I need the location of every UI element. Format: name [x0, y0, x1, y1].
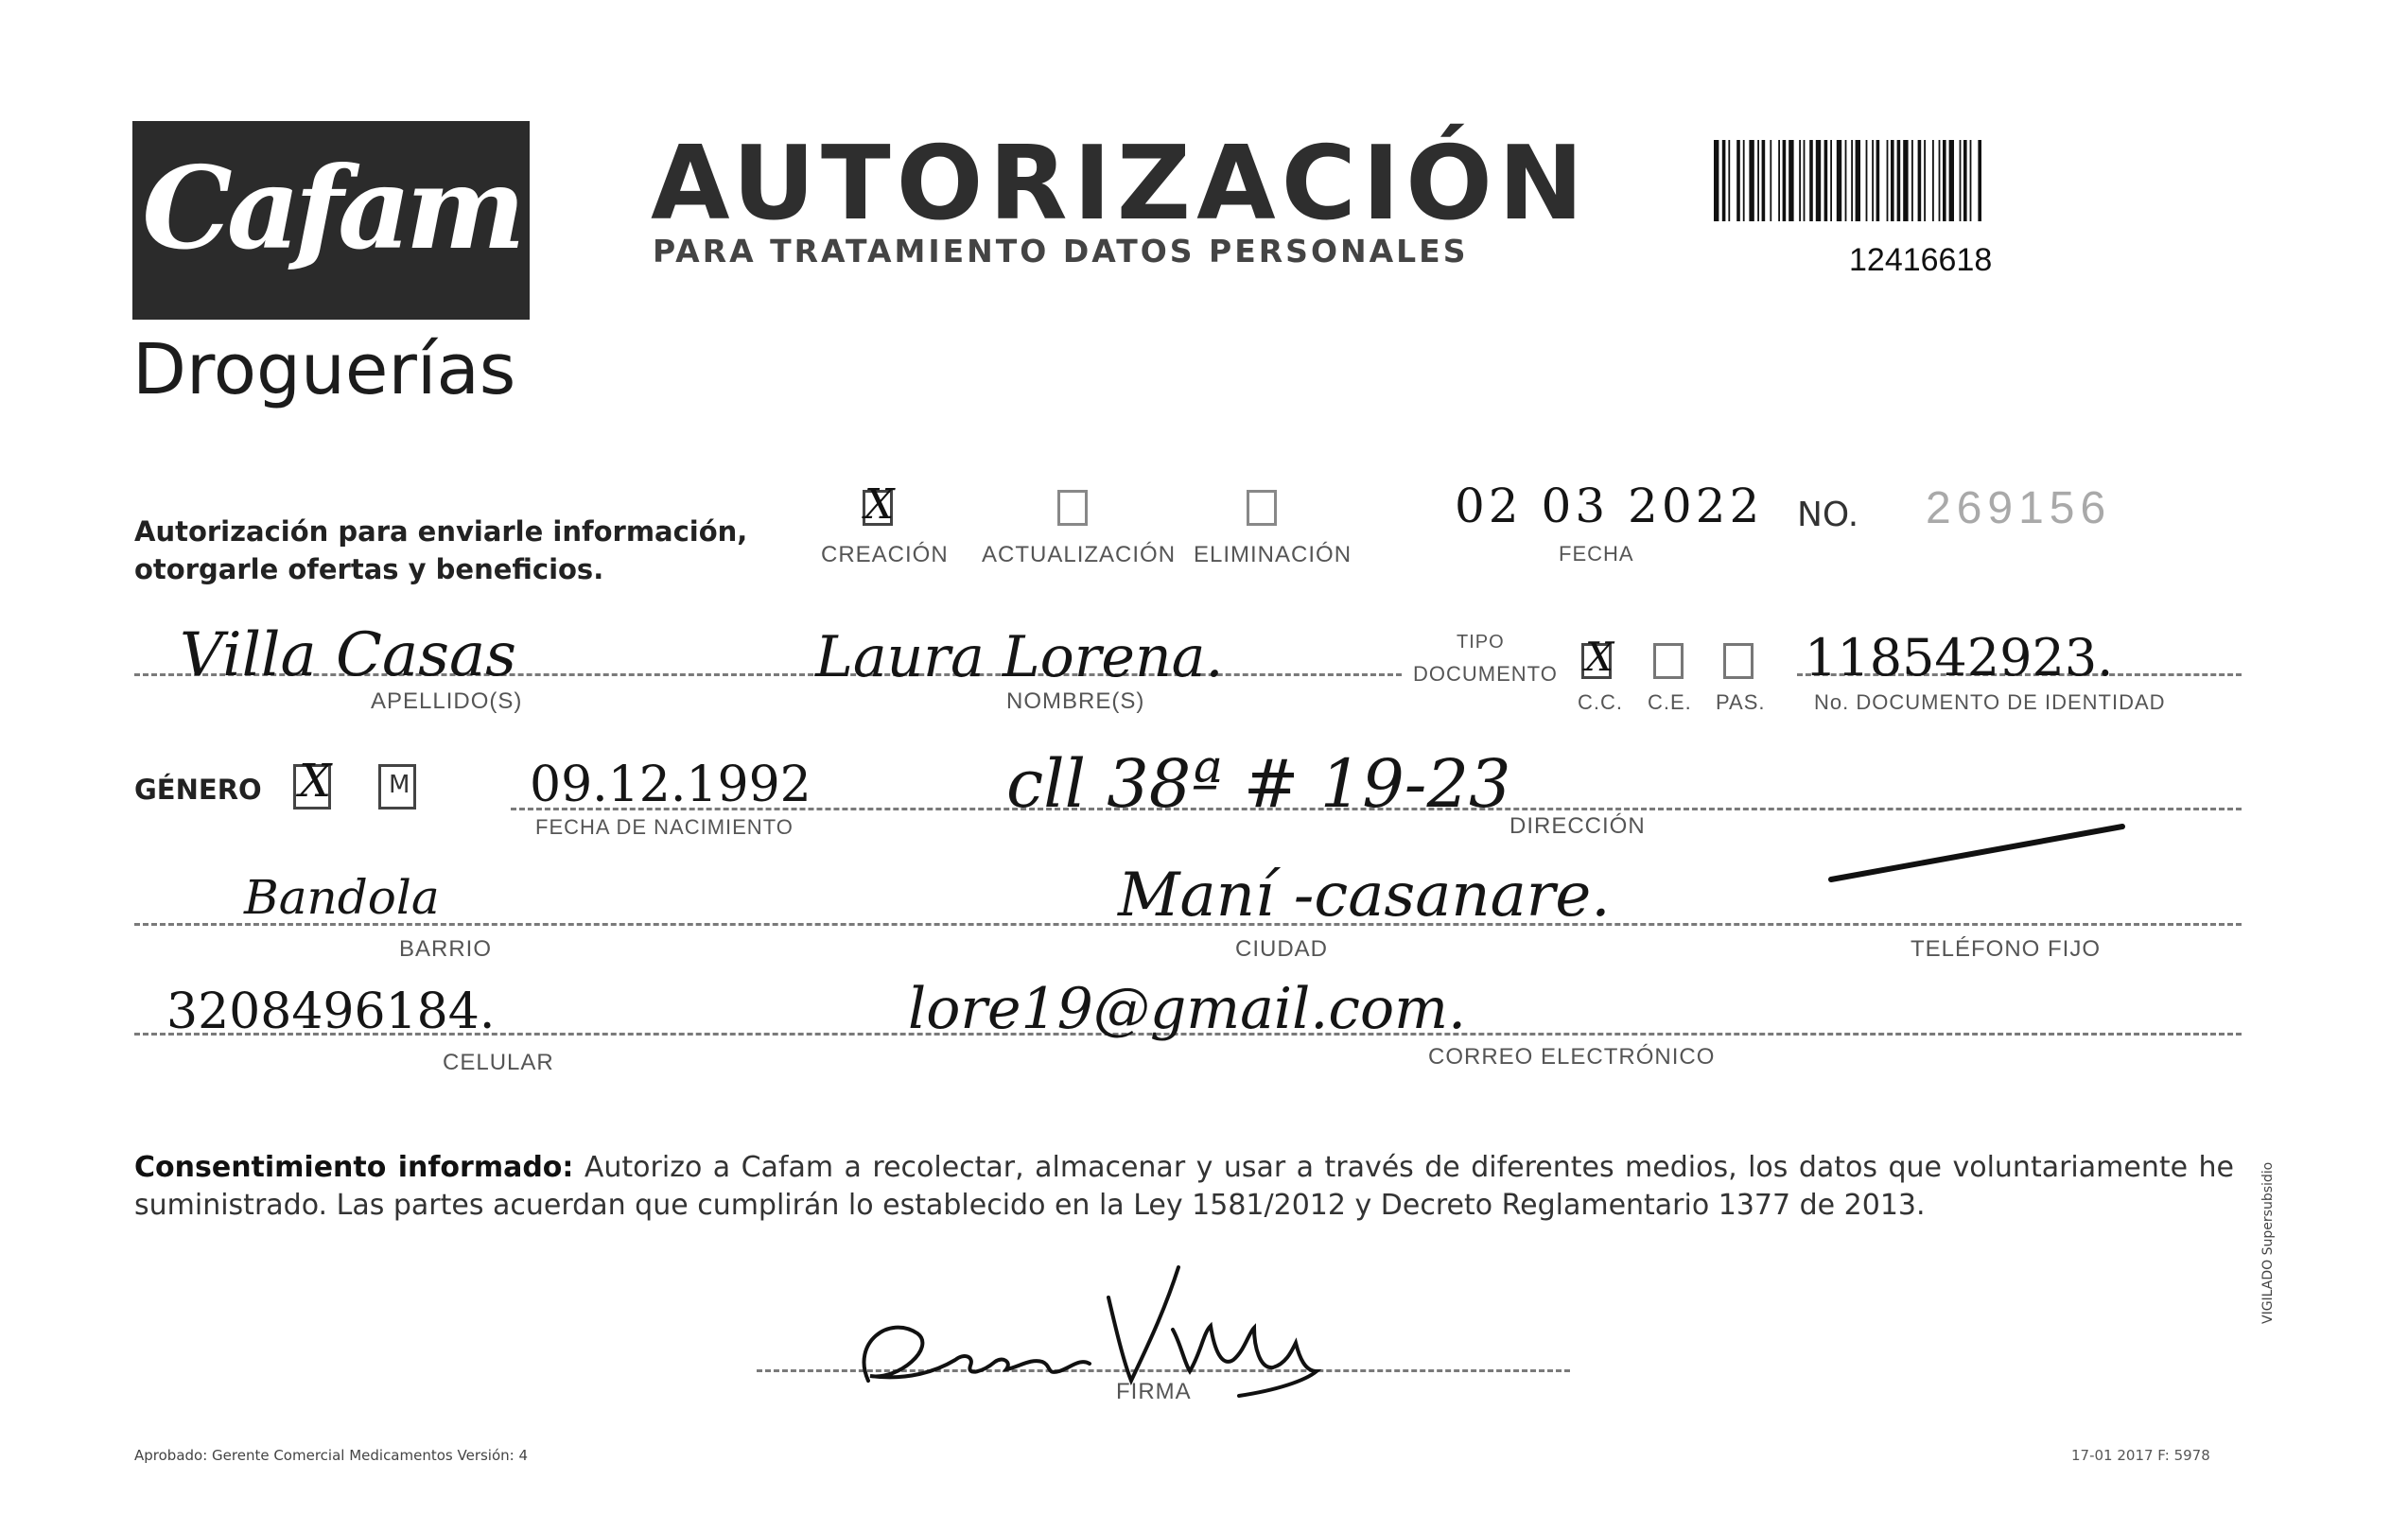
correo-label: CORREO ELECTRÓNICO	[1428, 1044, 1716, 1070]
pas-checkbox[interactable]	[1723, 643, 1754, 679]
ciudad-value[interactable]: Maní -casanare.	[1118, 861, 1611, 931]
apellidos-value[interactable]: Villa Casas	[180, 620, 516, 690]
fecha-nacimiento-value[interactable]: 09.12.1992	[530, 757, 811, 813]
consent-paragraph	[134, 1149, 2234, 1225]
cc-check-mark: X	[1585, 634, 1614, 680]
cc-label: C.C.	[1578, 690, 1623, 714]
intro-line-1: Autorización para enviarle información,	[134, 515, 748, 548]
footer-approval: Aprobado: Gerente Comercial Medicamentos Versión: 4	[134, 1447, 529, 1464]
vigilado-side-text: VIGILADO Supersubsidio	[2260, 1161, 2276, 1324]
signature-label: FIRMA	[1116, 1379, 1192, 1404]
correo-value[interactable]: lore19@gmail.com.	[908, 976, 1467, 1042]
telefono-strike-line	[1825, 821, 2128, 887]
nombres-value[interactable]: Laura Lorena.	[815, 624, 1224, 690]
barrio-label: BARRIO	[399, 936, 493, 962]
barrio-value[interactable]: Bandola	[244, 870, 440, 925]
celular-value[interactable]: 3208496184.	[166, 984, 496, 1040]
documento-label: No. DOCUMENTO DE IDENTIDAD	[1814, 690, 2166, 714]
barcode	[1714, 140, 2090, 221]
number-label: NO.	[1797, 496, 1859, 534]
direccion-value[interactable]: cll 38ª # 19-23	[1006, 745, 1511, 823]
fecha-value: 02 03 2022	[1455, 479, 1764, 533]
pas-label: PAS.	[1716, 690, 1766, 714]
consent-heading: Consentimiento informado:	[134, 1151, 574, 1184]
ciudad-label: CIUDAD	[1235, 936, 1329, 962]
intro-line-2: otorgarle ofertas y beneficios.	[134, 553, 604, 585]
logo-subtitle: Droguerías	[132, 329, 516, 410]
document-title: AUTORIZACIÓN	[651, 125, 1590, 243]
ce-label: C.E.	[1648, 690, 1692, 714]
creacion-label: CREACIÓN	[821, 542, 949, 567]
tipo-documento-label-1: TIPO	[1457, 632, 1505, 653]
actualizacion-checkbox[interactable]	[1057, 490, 1088, 526]
documento-value[interactable]: 118542923.	[1805, 628, 2114, 688]
telefono-fijo-label: TELÉFONO FIJO	[1911, 936, 2102, 962]
genero-f-mark: X	[299, 755, 332, 808]
creacion-check-mark: X	[864, 480, 895, 529]
fecha-label: FECHA	[1559, 542, 1634, 566]
eliminacion-label: ELIMINACIÓN	[1194, 542, 1352, 567]
nombres-label: NOMBRE(S)	[1006, 688, 1145, 714]
tipo-documento-label-2: DOCUMENTO	[1413, 662, 1558, 686]
genero-m-label: M	[389, 771, 410, 799]
document-subtitle: PARA TRATAMIENTO DATOS PERSONALES	[653, 233, 1469, 270]
intro-text	[134, 513, 777, 588]
form-number: 269156	[1926, 483, 2112, 533]
ce-checkbox[interactable]	[1653, 643, 1684, 679]
fecha-nacimiento-label: FECHA DE NACIMIENTO	[535, 815, 794, 839]
footer-date-code: 17-01 2017 F: 5978	[2071, 1447, 2210, 1464]
eliminacion-checkbox[interactable]	[1247, 490, 1277, 526]
handwritten-signature	[832, 1239, 1362, 1404]
direccion-label: DIRECCIÓN	[1509, 813, 1646, 839]
cafam-logo: Cafam	[142, 142, 520, 275]
barcode-number: 12416618	[1849, 242, 1993, 278]
apellidos-label: APELLIDO(S)	[371, 688, 523, 714]
actualizacion-label: ACTUALIZACIÓN	[982, 542, 1177, 567]
genero-label: GÉNERO	[134, 774, 262, 806]
celular-label: CELULAR	[443, 1050, 554, 1075]
consent-text: Autorizo a Cafam a recolectar, almacenar y usar a través de diferentes medios, los datos que voluntariamente he suministrado. Las partes acuerdan que cumplirán lo establecido en la Ley 1581/2012 y Decreto Reglamentario 1377 de 2013.	[134, 1151, 2234, 1222]
